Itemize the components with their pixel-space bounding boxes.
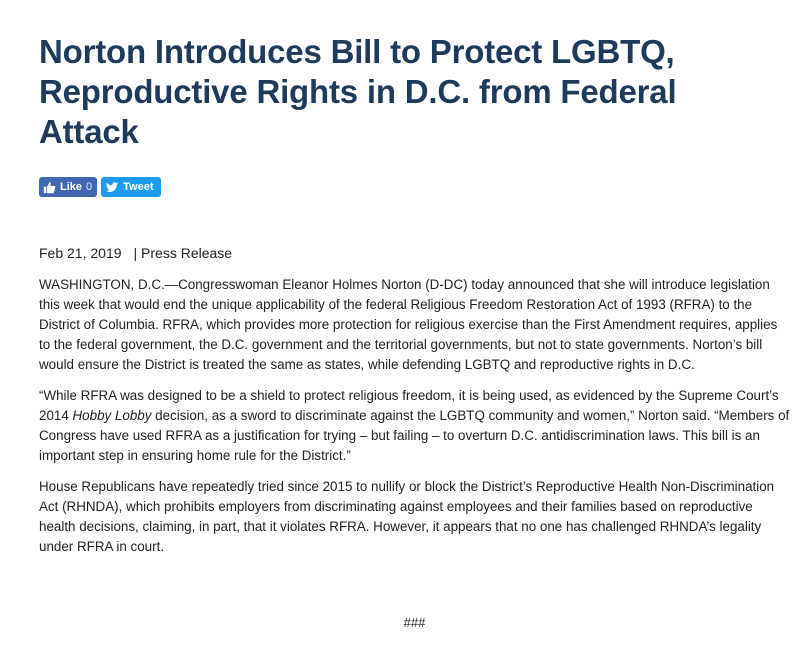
twitter-bird-icon: [106, 181, 119, 194]
end-mark: ###: [403, 615, 426, 630]
social-share-bar: [39, 177, 161, 197]
article-body: [39, 275, 791, 568]
tweet-button[interactable]: [101, 177, 160, 197]
tweet-label: Tweet: [123, 181, 154, 193]
paragraph-background: House Republicans have repeatedly tried since 2015 to nullify or block the District’s Reproductive Health Non-Discrimination Act (RHNDA), which prohibits employers from discriminating against employees and their families based on reproductive health decisions, claiming, in part, that it violates RFRA. However, it appears that no one has challenged RHNDA’s legality under RFRA in court.: [39, 479, 775, 554]
publish-date: Feb 21, 2019: [39, 245, 122, 261]
category-label: | Press Release: [133, 245, 233, 261]
quote-part-before: “While RFRA was designed to be a shield to protect religious freedom, it is being used, as evidenced by the Supreme Court’s 2014: [39, 388, 779, 423]
paragraph-intro: WASHINGTON, D.C.—Congresswoman Eleanor Holmes Norton (D-DC) today announced that she will introduce legislation this week that would end the unique applicability of the federal Religious Freedom Restoration Act of 1993 (RFRA) to the District of Columbia. RFRA, which provides more protection for religious exercise than the First Amendment requires, applies to the federal government, the D.C. government and the territorial governments, but not to state governments. Norton’s bill would ensure the District is treated the same as states, while defending LGBTQ and reproductive rights in D.C.: [39, 277, 778, 372]
like-count: 0: [86, 181, 93, 193]
thumbs-up-icon: [43, 181, 56, 194]
like-label: Like: [60, 181, 83, 193]
article-meta: [39, 245, 232, 261]
paragraph-quote: [39, 386, 791, 466]
case-name: Hobby Lobby: [72, 408, 152, 423]
page-title: Norton Introduces Bill to Protect LGBTQ, Reproductive Rights in D.C. from Federal Attack: [39, 33, 677, 150]
facebook-like-button[interactable]: [39, 177, 97, 197]
quote-part-after: decision, as a sword to discriminate against the LGBTQ community and women,” Norton said. “Members of Congress have used RFRA as a justification for trying – but failing – to overturn D.C. antidiscrimination laws. This bill is an important step in ensuring home rule for the District.”: [39, 408, 790, 463]
